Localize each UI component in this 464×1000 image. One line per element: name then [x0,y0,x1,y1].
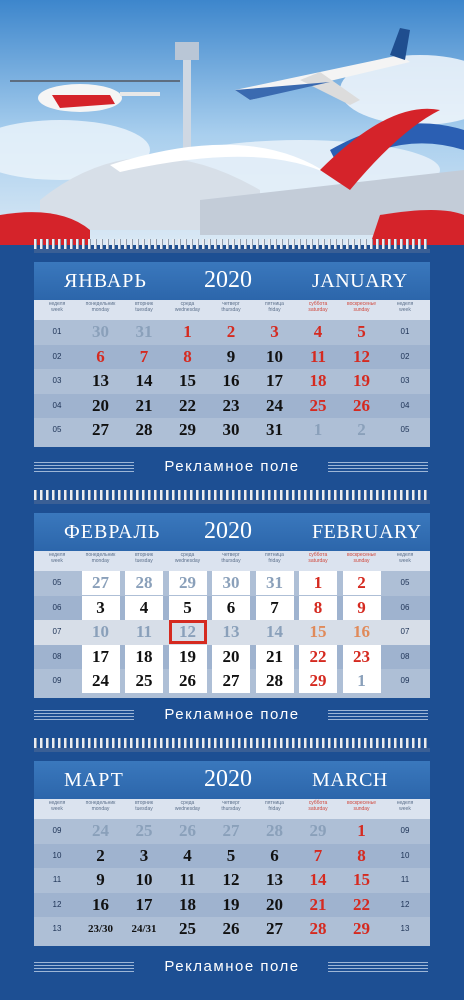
calendar-february [34,513,430,695]
calendar-day: 26 [169,669,207,693]
weekday-label-en: week [51,558,63,564]
weekday-label-ru: понедельник [85,800,116,806]
week-number: 01 [400,327,410,336]
calendar-day: 6 [270,845,279,865]
calendar-day: 7 [139,346,149,366]
weekday-label-ru: четверг [222,800,240,806]
calendar-day: 15 [309,622,327,641]
week-number: 08 [400,651,410,661]
week-number: 05 [52,425,62,434]
calendar-day: 28 [256,669,294,693]
calendar-day: 4 [183,845,192,865]
weekday-label [125,301,163,313]
weekday-label [169,301,207,313]
weekday-label-en: friday [268,558,281,564]
calendar-day: 27 [222,821,240,840]
calendar-day: 12 [222,870,240,889]
calendar-day: 28 [309,919,327,938]
weekday-label [125,552,163,564]
decor-lines [34,462,134,472]
decor-lines [328,462,428,472]
calendar-day: 16 [92,894,109,914]
weekday-label-en: week [399,806,411,812]
weekday-label [256,800,294,812]
calendar-day: 28 [266,821,283,840]
calendar-day: 11 [179,870,196,889]
week-number: 03 [400,376,410,385]
weekday-label-en: thursday [221,307,241,313]
weekday-label-ru: пятница [265,800,284,806]
weekday-label-en: wednesday [174,307,201,313]
calendar-day: 4 [125,596,163,620]
weekday-label-ru: понедельник [85,552,116,558]
calendar-march [34,761,430,943]
weekday-label [343,552,381,564]
week-number: 01 [52,327,62,336]
week-number: 12 [52,899,62,909]
calendar-day: 15 [179,371,196,390]
month-year: 2020 [204,766,252,792]
calendar-day: 27 [82,571,120,595]
calendar-day: 9 [226,346,236,366]
weekday-label-en: tuesday [135,806,153,812]
calendar-day: 30 [92,322,109,341]
ad-field-text: Рекламное поле [164,458,300,475]
calendar-day: 8 [357,845,366,865]
ad-field-text: Рекламное поле [164,706,300,723]
calendar-day: 2 [343,571,381,595]
month-name-en: MARCH [312,769,388,791]
weekday-label-ru: суббота [308,800,328,806]
calendar-day: 25 [179,919,196,938]
week-row [34,669,430,698]
calendar-day: 9 [343,596,381,620]
calendar-day: 10 [266,346,283,366]
week-number: 06 [52,602,62,612]
hero-image [0,0,464,245]
calendar-day: 11 [135,622,153,641]
weekday-label-ru: четверг [222,301,240,307]
month-name-ru: ФЕВРАЛЬ [64,521,161,543]
calendar-day: 30 [222,420,240,439]
calendar-day: 29 [179,420,196,439]
weekday-label-ru: неделя [48,552,66,558]
month-name-ru: ЯНВАРЬ [64,270,147,292]
weekday-label [125,800,163,812]
calendar-day: 14 [309,870,327,889]
weekday-label [38,552,76,564]
weekday-label-en: sunday [353,307,370,313]
calendar-day: 26 [222,919,240,938]
weekday-label-ru: воскресенье [346,800,377,806]
weekday-label-ru: вторник [134,552,154,558]
calendar-day: 3 [82,596,120,620]
month-year: 2020 [204,267,252,293]
month-name-ru: МАРТ [64,769,124,791]
weekday-label-en: thursday [221,806,241,812]
calendar-day: 26 [179,821,196,840]
weekday-label-en: week [399,307,411,313]
calendar-day: 21 [135,395,153,415]
weekday-label [38,301,76,313]
weekday-label-ru: четверг [222,552,240,558]
weekday-label-ru: неделя [48,301,66,307]
month-name-en: JANUARY [312,270,408,292]
calendar-day: 17 [266,371,283,390]
calendar-day: 2 [357,420,366,439]
calendar-day: 27 [212,669,250,693]
ad-field [0,456,464,480]
calendar-day: 1 [299,571,337,595]
calendar-january [34,262,430,444]
weekday-label [212,301,250,313]
calendar-day: 31 [135,322,153,341]
spiral-bar [34,500,430,504]
calendar-day: 1 [313,420,323,439]
week-row [34,917,430,946]
weekday-label-ru: неделя [396,301,414,307]
calendar-day: 20 [266,894,283,914]
week-number: 02 [400,351,410,361]
weekday-label-ru: воскресенье [346,301,377,307]
week-number: 11 [52,875,62,884]
calendar-day: 29 [353,919,370,938]
weekday-label [299,552,337,564]
calendar-day: 17 [82,645,120,669]
weekday-label-en: friday [268,307,281,313]
calendar-day: 3 [139,845,149,865]
calendar-day: 26 [353,395,370,415]
weekday-label-en: sunday [353,806,370,812]
week-number: 02 [52,351,62,361]
calendar-day-today: 12 [169,620,207,644]
calendar-day: 25 [309,395,327,415]
weekday-label-en: week [51,806,63,812]
ad-field-text: Рекламное поле [164,958,300,975]
decor-lines [328,710,428,720]
calendar-day: 27 [266,919,283,938]
calendar-day: 10 [135,870,153,889]
calendar-day: 11 [309,346,327,366]
weekday-label [386,552,424,564]
weekday-label-en: saturday [308,307,328,313]
weekday-label-en: thursday [221,558,241,564]
ad-field [0,956,464,980]
calendar-day: 10 [92,622,109,641]
weekday-label [169,800,207,812]
calendar-day: 24 [82,669,120,693]
weekday-label-en: tuesday [135,307,153,313]
calendar-day: 22 [353,894,370,914]
weekday-label-en: saturday [308,558,328,564]
calendar-day: 9 [96,870,105,889]
calendar-day: 6 [212,596,250,620]
month-year: 2020 [204,518,252,544]
calendar-day: 13 [266,870,283,889]
calendar-day: 19 [169,645,207,669]
calendar-day: 16 [222,371,240,390]
week-number: 08 [52,651,62,661]
weekday-label-en: monday [91,307,110,313]
week-number: 10 [400,850,410,860]
calendar-day: 17 [135,894,153,914]
month-header [34,513,430,551]
calendar-day: 14 [135,371,153,390]
month-header [34,761,430,799]
weekday-label-en: saturday [308,806,328,812]
weekday-label [212,800,250,812]
calendar-day: 16 [353,622,370,641]
week-number: 04 [400,400,410,410]
calendar-day: 30 [212,571,250,595]
decor-lines [34,710,134,720]
calendar-day: 29 [309,821,327,840]
weekday-label [299,800,337,812]
weekday-label [386,301,424,313]
calendar-day: 24 [266,395,283,415]
weekday-label-en: wednesday [174,806,201,812]
weekday-label-ru: воскресенье [346,552,377,558]
spiral-bar [34,748,430,752]
week-number: 06 [400,602,410,612]
calendar-day: 4 [313,322,323,341]
calendar-day: 24/31 [131,923,157,935]
weekday-label-ru: суббота [308,552,328,558]
calendar-day: 18 [179,894,196,914]
calendar-day: 22 [299,645,337,669]
weekday-label [212,552,250,564]
weekday-label [82,800,120,812]
calendar-day: 15 [353,870,370,889]
weekday-label-en: week [399,558,411,564]
month-name-en: FEBRUARY [312,521,422,543]
calendar-day: 20 [92,395,109,415]
calendar-day: 5 [169,596,207,620]
weekday-label-ru: пятница [265,552,284,558]
week-number: 12 [400,899,410,909]
spiral-bar [34,249,430,253]
calendar-day: 14 [266,622,283,641]
calendar-day: 7 [256,596,294,620]
weekday-label-ru: вторник [134,800,154,806]
calendar-day: 13 [92,371,109,390]
weekday-label-ru: среда [180,301,195,307]
calendar-day: 3 [270,322,279,341]
weekday-label [256,301,294,313]
weekday-label-ru: среда [180,800,195,806]
weekday-labels [34,799,430,819]
weekday-label [343,800,381,812]
calendar-day: 8 [299,596,337,620]
calendar-day: 2 [96,845,105,865]
calendar-day: 25 [125,669,163,693]
calendar-day: 19 [353,371,370,390]
calendar-day: 24 [92,821,109,840]
calendar-day: 29 [169,571,207,595]
weekday-label [82,552,120,564]
decor-lines [34,962,134,972]
weekday-label-en: wednesday [174,558,201,564]
calendar-day: 31 [256,571,294,595]
calendar-day: 8 [183,346,192,366]
calendar-day: 7 [313,845,323,865]
week-number: 09 [52,676,62,685]
weekday-label [82,301,120,313]
weekday-label-ru: понедельник [85,301,116,307]
week-number: 10 [52,850,62,860]
weekday-label [38,800,76,812]
calendar-day: 6 [96,346,105,366]
calendar-day: 22 [179,395,196,415]
calendar-day: 23 [343,645,381,669]
calendar-day: 1 [183,322,192,341]
calendar-day: 28 [135,420,153,439]
weekday-label [169,552,207,564]
calendar-day: 29 [299,669,337,693]
week-number: 05 [400,425,410,434]
calendar-day: 19 [222,894,240,914]
week-number: 13 [52,924,62,933]
weekday-label-ru: неделя [396,800,414,806]
weekday-label-en: tuesday [135,558,153,564]
weekday-label-ru: среда [180,552,195,558]
weekday-label-en: week [51,307,63,313]
week-number: 09 [400,676,410,685]
calendar-day: 21 [256,645,294,669]
weekday-label-ru: вторник [134,301,154,307]
weekday-label [343,301,381,313]
calendar-day: 5 [357,322,366,341]
week-number: 07 [400,627,410,636]
week-number: 07 [52,627,62,636]
weekday-label-en: friday [268,806,281,812]
weekday-label-en: sunday [353,558,370,564]
week-row [34,418,430,447]
calendar-day: 1 [343,669,381,693]
week-number: 03 [52,376,62,385]
ad-field [0,704,464,728]
calendar-day: 31 [266,420,283,439]
week-number: 09 [52,826,62,835]
calendar-day: 23/30 [87,923,114,935]
weekday-label [299,301,337,313]
week-number: 04 [52,400,62,410]
week-number: 11 [400,875,410,884]
week-number: 05 [52,578,62,587]
week-number: 13 [400,924,410,933]
weekday-label-ru: пятница [265,301,284,307]
calendar-day: 2 [226,322,236,341]
weekday-label [386,800,424,812]
weekday-label-ru: неделя [396,552,414,558]
calendar-day: 25 [135,821,153,840]
month-header [34,262,430,300]
calendar-day: 13 [222,622,240,641]
weekday-label-ru: суббота [308,301,328,307]
calendar-day: 27 [92,420,109,439]
calendar-day: 5 [226,845,236,865]
calendar-day: 18 [125,645,163,669]
decor-lines [328,962,428,972]
weekday-label [256,552,294,564]
week-number: 09 [400,826,410,835]
calendar-day: 21 [309,894,327,914]
weekday-label-en: monday [91,806,110,812]
calendar-day: 23 [222,395,240,415]
calendar-day: 28 [125,571,163,595]
weekday-label-ru: неделя [48,800,66,806]
weekday-labels [34,551,430,571]
calendar-day: 1 [357,821,366,840]
calendar-day: 12 [353,346,370,366]
week-number: 05 [400,578,410,587]
calendar-day: 18 [309,371,327,390]
calendar-day: 20 [212,645,250,669]
weekday-label-en: monday [91,558,110,564]
weekday-labels [34,300,430,320]
